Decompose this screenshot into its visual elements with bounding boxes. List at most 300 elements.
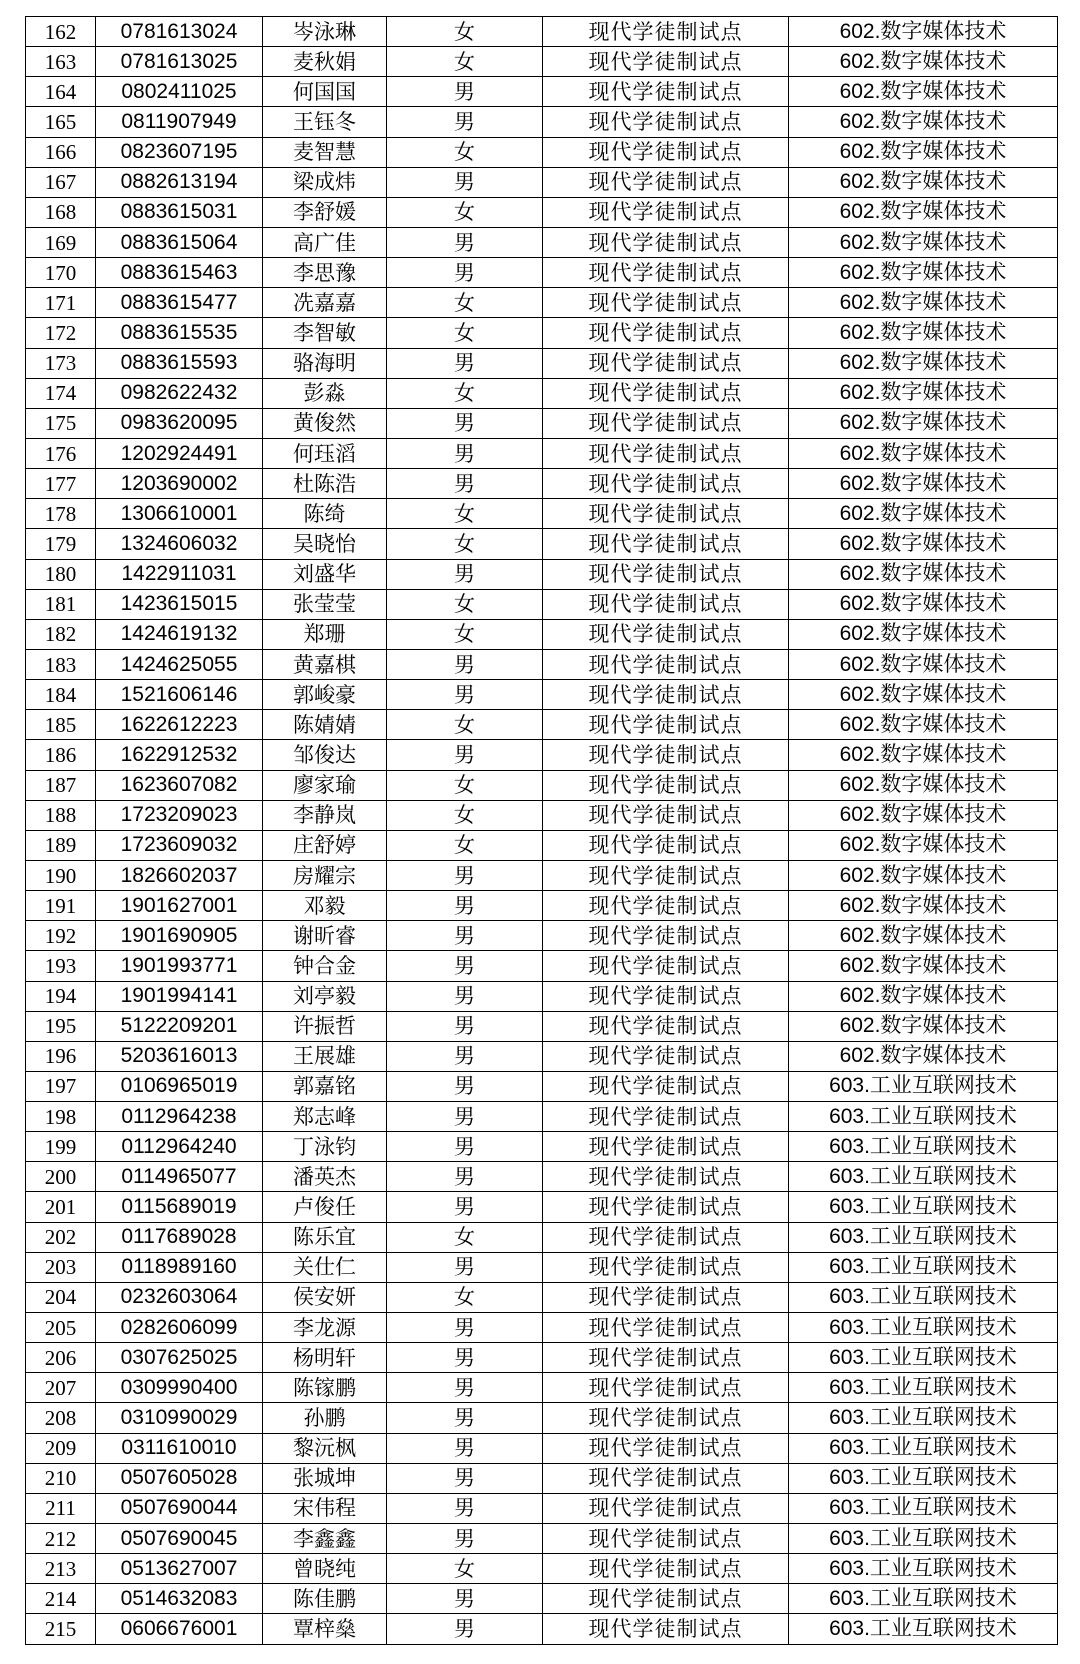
student-name-cell: 覃梓燊	[263, 1614, 387, 1644]
enrollment-type-cell: 现代学徒制试点	[543, 1403, 789, 1433]
student-name-cell: 郭峻豪	[263, 680, 387, 710]
major-cell: 602.数字媒体技术	[789, 469, 1058, 499]
table-row	[26, 1343, 1058, 1373]
gender-cell: 男	[387, 408, 543, 438]
major-cell: 603.工业互联网技术	[789, 1493, 1058, 1523]
student-id-cell: 0112964240	[96, 1132, 263, 1162]
student-id-cell: 5122209201	[96, 1011, 263, 1041]
student-name-cell: 陈绮	[263, 499, 387, 529]
table-row	[26, 469, 1058, 499]
row-number-cell: 175	[26, 408, 96, 438]
student-id-cell: 0117689028	[96, 1222, 263, 1252]
student-name-cell: 何珏滔	[263, 438, 387, 468]
student-name-cell: 张城坤	[263, 1463, 387, 1493]
student-name-cell: 黄俊然	[263, 408, 387, 438]
enrollment-type-cell: 现代学徒制试点	[543, 378, 789, 408]
table-row	[26, 740, 1058, 770]
enrollment-type-cell: 现代学徒制试点	[543, 77, 789, 107]
enrollment-type-cell: 现代学徒制试点	[543, 1041, 789, 1071]
major-cell: 602.数字媒体技术	[789, 438, 1058, 468]
enrollment-type-cell: 现代学徒制试点	[543, 1162, 789, 1192]
student-id-cell: 0883615463	[96, 258, 263, 288]
gender-cell: 男	[387, 740, 543, 770]
row-number-cell: 179	[26, 529, 96, 559]
gender-cell: 男	[387, 1493, 543, 1523]
student-name-cell: 梁成炜	[263, 167, 387, 197]
gender-cell: 男	[387, 1132, 543, 1162]
gender-cell: 男	[387, 951, 543, 981]
student-id-cell: 0232603064	[96, 1282, 263, 1312]
gender-cell: 男	[387, 1463, 543, 1493]
table-row	[26, 1192, 1058, 1222]
row-number-cell: 188	[26, 800, 96, 830]
student-name-cell: 郑珊	[263, 619, 387, 649]
enrollment-type-cell: 现代学徒制试点	[543, 559, 789, 589]
enrollment-type-cell: 现代学徒制试点	[543, 1554, 789, 1584]
row-number-cell: 172	[26, 318, 96, 348]
major-cell: 602.数字媒体技术	[789, 710, 1058, 740]
row-number-cell: 184	[26, 680, 96, 710]
student-name-cell: 李龙源	[263, 1313, 387, 1343]
student-name-cell: 庄舒婷	[263, 830, 387, 860]
row-number-cell: 165	[26, 107, 96, 137]
table-row	[26, 529, 1058, 559]
major-cell: 602.数字媒体技术	[789, 891, 1058, 921]
enrollment-type-cell: 现代学徒制试点	[543, 619, 789, 649]
gender-cell: 女	[387, 529, 543, 559]
gender-cell: 男	[387, 921, 543, 951]
major-cell: 603.工业互联网技术	[789, 1614, 1058, 1644]
enrollment-type-cell: 现代学徒制试点	[543, 438, 789, 468]
enrollment-type-cell: 现代学徒制试点	[543, 830, 789, 860]
row-number-cell: 183	[26, 649, 96, 679]
enrollment-type-cell: 现代学徒制试点	[543, 1102, 789, 1132]
row-number-cell: 167	[26, 167, 96, 197]
row-number-cell: 192	[26, 921, 96, 951]
major-cell: 602.数字媒体技术	[789, 1011, 1058, 1041]
student-id-cell: 0507690045	[96, 1524, 263, 1554]
row-number-cell: 195	[26, 1011, 96, 1041]
student-id-cell: 1424619132	[96, 619, 263, 649]
enrollment-type-cell: 现代学徒制试点	[543, 1071, 789, 1101]
major-cell: 603.工业互联网技术	[789, 1463, 1058, 1493]
student-id-cell: 0282606099	[96, 1313, 263, 1343]
row-number-cell: 197	[26, 1071, 96, 1101]
student-id-cell: 0307625025	[96, 1343, 263, 1373]
gender-cell: 女	[387, 1222, 543, 1252]
student-name-cell: 骆海明	[263, 348, 387, 378]
table-row	[26, 378, 1058, 408]
student-name-cell: 侯安妍	[263, 1282, 387, 1312]
student-id-cell: 0883615031	[96, 197, 263, 227]
student-name-cell: 陈镓鹏	[263, 1373, 387, 1403]
gender-cell: 男	[387, 1614, 543, 1644]
table-row	[26, 1222, 1058, 1252]
table-row	[26, 800, 1058, 830]
student-id-cell: 1723609032	[96, 830, 263, 860]
student-name-cell: 曾晓纯	[263, 1554, 387, 1584]
table-row	[26, 167, 1058, 197]
major-cell: 602.数字媒体技术	[789, 258, 1058, 288]
enrollment-type-cell: 现代学徒制试点	[543, 107, 789, 137]
table-row	[26, 77, 1058, 107]
student-name-cell: 陈婧婧	[263, 710, 387, 740]
major-cell: 603.工业互联网技术	[789, 1282, 1058, 1312]
student-id-cell: 0606676001	[96, 1614, 263, 1644]
table-row	[26, 1252, 1058, 1282]
enrollment-type-cell: 现代学徒制试点	[543, 1313, 789, 1343]
student-id-cell: 1521606146	[96, 680, 263, 710]
major-cell: 602.数字媒体技术	[789, 830, 1058, 860]
enrollment-type-cell: 现代学徒制试点	[543, 167, 789, 197]
table-row	[26, 197, 1058, 227]
major-cell: 603.工业互联网技术	[789, 1252, 1058, 1282]
gender-cell: 男	[387, 649, 543, 679]
student-name-cell: 杨明轩	[263, 1343, 387, 1373]
enrollment-type-cell: 现代学徒制试点	[543, 1433, 789, 1463]
major-cell: 602.数字媒体技术	[789, 137, 1058, 167]
table-row	[26, 830, 1058, 860]
student-id-cell: 5203616013	[96, 1041, 263, 1071]
gender-cell: 女	[387, 288, 543, 318]
enrollment-type-cell: 现代学徒制试点	[543, 921, 789, 951]
student-id-cell: 0118989160	[96, 1252, 263, 1282]
student-name-cell: 陈乐宜	[263, 1222, 387, 1252]
table-row	[26, 710, 1058, 740]
major-cell: 602.数字媒体技术	[789, 649, 1058, 679]
major-cell: 603.工业互联网技术	[789, 1343, 1058, 1373]
student-id-cell: 1306610001	[96, 499, 263, 529]
major-cell: 602.数字媒体技术	[789, 288, 1058, 318]
student-name-cell: 黄嘉棋	[263, 649, 387, 679]
table-row	[26, 137, 1058, 167]
enrollment-type-cell: 现代学徒制试点	[543, 1011, 789, 1041]
student-name-cell: 谢昕睿	[263, 921, 387, 951]
student-name-cell: 李舒媛	[263, 197, 387, 227]
major-cell: 603.工业互联网技术	[789, 1373, 1058, 1403]
table-row	[26, 1162, 1058, 1192]
enrollment-type-cell: 现代学徒制试点	[543, 1132, 789, 1162]
major-cell: 602.数字媒体技术	[789, 770, 1058, 800]
student-id-cell: 0802411025	[96, 77, 263, 107]
student-id-cell: 0507605028	[96, 1463, 263, 1493]
enrollment-type-cell: 现代学徒制试点	[543, 710, 789, 740]
student-name-cell: 高广佳	[263, 227, 387, 257]
enrollment-type-cell: 现代学徒制试点	[543, 258, 789, 288]
gender-cell: 男	[387, 1343, 543, 1373]
student-id-cell: 1324606032	[96, 529, 263, 559]
major-cell: 603.工业互联网技术	[789, 1524, 1058, 1554]
major-cell: 602.数字媒体技术	[789, 47, 1058, 77]
gender-cell: 男	[387, 1071, 543, 1101]
enrollment-type-cell: 现代学徒制试点	[543, 1584, 789, 1614]
enrollment-type-cell: 现代学徒制试点	[543, 47, 789, 77]
enrollment-type-cell: 现代学徒制试点	[543, 951, 789, 981]
enrollment-type-cell: 现代学徒制试点	[543, 1614, 789, 1644]
student-id-cell: 1422911031	[96, 559, 263, 589]
gender-cell: 女	[387, 800, 543, 830]
row-number-cell: 207	[26, 1373, 96, 1403]
gender-cell: 女	[387, 137, 543, 167]
gender-cell: 女	[387, 1554, 543, 1584]
gender-cell: 男	[387, 1011, 543, 1041]
student-name-cell: 郑志峰	[263, 1102, 387, 1132]
table-row	[26, 559, 1058, 589]
row-number-cell: 203	[26, 1252, 96, 1282]
major-cell: 602.数字媒体技术	[789, 107, 1058, 137]
student-name-cell: 丁泳钧	[263, 1132, 387, 1162]
enrollment-type-cell: 现代学徒制试点	[543, 197, 789, 227]
student-id-cell: 1901627001	[96, 891, 263, 921]
gender-cell: 男	[387, 1162, 543, 1192]
enrollment-type-cell: 现代学徒制试点	[543, 770, 789, 800]
student-id-cell: 0507690044	[96, 1493, 263, 1523]
gender-cell: 女	[387, 589, 543, 619]
student-id-cell: 0882613194	[96, 167, 263, 197]
major-cell: 603.工业互联网技术	[789, 1192, 1058, 1222]
major-cell: 602.数字媒体技术	[789, 348, 1058, 378]
table-row	[26, 348, 1058, 378]
major-cell: 602.数字媒体技术	[789, 740, 1058, 770]
major-cell: 602.数字媒体技术	[789, 559, 1058, 589]
row-number-cell: 196	[26, 1041, 96, 1071]
student-name-cell: 卢俊任	[263, 1192, 387, 1222]
enrollment-type-cell: 现代学徒制试点	[543, 499, 789, 529]
enrollment-type-cell: 现代学徒制试点	[543, 469, 789, 499]
gender-cell: 男	[387, 559, 543, 589]
student-name-cell: 王钰冬	[263, 107, 387, 137]
enrollment-type-cell: 现代学徒制试点	[543, 649, 789, 679]
table-row	[26, 288, 1058, 318]
enrollment-type-cell: 现代学徒制试点	[543, 1282, 789, 1312]
table-row	[26, 981, 1058, 1011]
row-number-cell: 180	[26, 559, 96, 589]
table-body	[26, 17, 1058, 1645]
gender-cell: 男	[387, 1102, 543, 1132]
row-number-cell: 189	[26, 830, 96, 860]
student-name-cell: 黎沅枫	[263, 1433, 387, 1463]
student-id-cell: 0883615593	[96, 348, 263, 378]
gender-cell: 女	[387, 318, 543, 348]
row-number-cell: 204	[26, 1282, 96, 1312]
row-number-cell: 170	[26, 258, 96, 288]
major-cell: 603.工业互联网技术	[789, 1433, 1058, 1463]
major-cell: 602.数字媒体技术	[789, 619, 1058, 649]
student-id-cell: 0115689019	[96, 1192, 263, 1222]
student-name-cell: 邓毅	[263, 891, 387, 921]
enrollment-type-cell: 现代学徒制试点	[543, 408, 789, 438]
student-name-cell: 关仕仁	[263, 1252, 387, 1282]
gender-cell: 男	[387, 167, 543, 197]
table-row	[26, 1102, 1058, 1132]
table-row	[26, 1041, 1058, 1071]
student-id-cell: 0883615477	[96, 288, 263, 318]
major-cell: 603.工业互联网技术	[789, 1554, 1058, 1584]
table-row	[26, 1011, 1058, 1041]
major-cell: 602.数字媒体技术	[789, 167, 1058, 197]
student-id-cell: 1901690905	[96, 921, 263, 951]
gender-cell: 女	[387, 47, 543, 77]
student-id-cell: 1623607082	[96, 770, 263, 800]
major-cell: 602.数字媒体技术	[789, 197, 1058, 227]
gender-cell: 男	[387, 348, 543, 378]
table-row	[26, 1493, 1058, 1523]
row-number-cell: 191	[26, 891, 96, 921]
major-cell: 602.数字媒体技术	[789, 860, 1058, 890]
student-name-cell: 孙鹏	[263, 1403, 387, 1433]
major-cell: 602.数字媒体技术	[789, 981, 1058, 1011]
gender-cell: 女	[387, 17, 543, 47]
major-cell: 602.数字媒体技术	[789, 800, 1058, 830]
gender-cell: 男	[387, 1192, 543, 1222]
student-id-cell: 1423615015	[96, 589, 263, 619]
major-cell: 602.数字媒体技术	[789, 17, 1058, 47]
major-cell: 602.数字媒体技术	[789, 921, 1058, 951]
enrollment-type-cell: 现代学徒制试点	[543, 981, 789, 1011]
student-name-cell: 潘英杰	[263, 1162, 387, 1192]
student-name-cell: 李鑫鑫	[263, 1524, 387, 1554]
student-name-cell: 陈佳鹏	[263, 1584, 387, 1614]
enrollment-type-cell: 现代学徒制试点	[543, 1493, 789, 1523]
gender-cell: 男	[387, 1313, 543, 1343]
row-number-cell: 169	[26, 227, 96, 257]
enrollment-type-cell: 现代学徒制试点	[543, 318, 789, 348]
table-row	[26, 891, 1058, 921]
major-cell: 603.工业互联网技术	[789, 1313, 1058, 1343]
row-number-cell: 215	[26, 1614, 96, 1644]
table-row	[26, 1313, 1058, 1343]
major-cell: 602.数字媒体技术	[789, 1041, 1058, 1071]
gender-cell: 女	[387, 197, 543, 227]
row-number-cell: 174	[26, 378, 96, 408]
table-row	[26, 951, 1058, 981]
major-cell: 602.数字媒体技术	[789, 589, 1058, 619]
enrollment-type-cell: 现代学徒制试点	[543, 1222, 789, 1252]
row-number-cell: 198	[26, 1102, 96, 1132]
table-row	[26, 770, 1058, 800]
table-row	[26, 17, 1058, 47]
enrollment-type-cell: 现代学徒制试点	[543, 348, 789, 378]
gender-cell: 女	[387, 770, 543, 800]
row-number-cell: 194	[26, 981, 96, 1011]
major-cell: 602.数字媒体技术	[789, 499, 1058, 529]
student-name-cell: 邹俊达	[263, 740, 387, 770]
student-name-cell: 刘亭毅	[263, 981, 387, 1011]
major-cell: 602.数字媒体技术	[789, 529, 1058, 559]
student-name-cell: 许振哲	[263, 1011, 387, 1041]
table-row	[26, 1554, 1058, 1584]
table-row	[26, 1282, 1058, 1312]
gender-cell: 男	[387, 227, 543, 257]
student-name-cell: 房耀宗	[263, 860, 387, 890]
student-name-cell: 刘盛华	[263, 559, 387, 589]
row-number-cell: 208	[26, 1403, 96, 1433]
gender-cell: 女	[387, 830, 543, 860]
student-id-cell: 0781613025	[96, 47, 263, 77]
table-row	[26, 1614, 1058, 1644]
table-row	[26, 649, 1058, 679]
student-name-cell: 李思豫	[263, 258, 387, 288]
table-row	[26, 589, 1058, 619]
student-name-cell: 岑泳琳	[263, 17, 387, 47]
row-number-cell: 206	[26, 1343, 96, 1373]
student-name-cell: 吴晓怡	[263, 529, 387, 559]
gender-cell: 男	[387, 1373, 543, 1403]
enrollment-type-cell: 现代学徒制试点	[543, 589, 789, 619]
student-name-cell: 王展雄	[263, 1041, 387, 1071]
gender-cell: 男	[387, 438, 543, 468]
table-row	[26, 47, 1058, 77]
enrollment-type-cell: 现代学徒制试点	[543, 680, 789, 710]
student-name-cell: 冼嘉嘉	[263, 288, 387, 318]
student-id-cell: 1826602037	[96, 860, 263, 890]
gender-cell: 女	[387, 1282, 543, 1312]
major-cell: 602.数字媒体技术	[789, 318, 1058, 348]
gender-cell: 男	[387, 1524, 543, 1554]
major-cell: 603.工业互联网技术	[789, 1403, 1058, 1433]
table-row	[26, 107, 1058, 137]
gender-cell: 男	[387, 1041, 543, 1071]
enrollment-type-cell: 现代学徒制试点	[543, 860, 789, 890]
student-id-cell: 1424625055	[96, 649, 263, 679]
row-number-cell: 193	[26, 951, 96, 981]
student-name-cell: 麦智慧	[263, 137, 387, 167]
table-row	[26, 1524, 1058, 1554]
table-row	[26, 1132, 1058, 1162]
enrollment-type-cell: 现代学徒制试点	[543, 288, 789, 318]
student-list-table	[25, 16, 1058, 1645]
major-cell: 602.数字媒体技术	[789, 77, 1058, 107]
row-number-cell: 212	[26, 1524, 96, 1554]
major-cell: 603.工业互联网技术	[789, 1071, 1058, 1101]
table-row	[26, 258, 1058, 288]
student-name-cell: 李智敏	[263, 318, 387, 348]
row-number-cell: 182	[26, 619, 96, 649]
enrollment-type-cell: 现代学徒制试点	[543, 529, 789, 559]
student-id-cell: 0514632083	[96, 1584, 263, 1614]
row-number-cell: 190	[26, 860, 96, 890]
gender-cell: 女	[387, 378, 543, 408]
row-number-cell: 178	[26, 499, 96, 529]
enrollment-type-cell: 现代学徒制试点	[543, 1252, 789, 1282]
gender-cell: 男	[387, 1403, 543, 1433]
enrollment-type-cell: 现代学徒制试点	[543, 137, 789, 167]
student-id-cell: 1901993771	[96, 951, 263, 981]
row-number-cell: 210	[26, 1463, 96, 1493]
table-row	[26, 318, 1058, 348]
enrollment-type-cell: 现代学徒制试点	[543, 891, 789, 921]
enrollment-type-cell: 现代学徒制试点	[543, 1373, 789, 1403]
major-cell: 602.数字媒体技术	[789, 227, 1058, 257]
gender-cell: 男	[387, 1584, 543, 1614]
student-id-cell: 0112964238	[96, 1102, 263, 1132]
major-cell: 603.工业互联网技术	[789, 1222, 1058, 1252]
row-number-cell: 202	[26, 1222, 96, 1252]
row-number-cell: 171	[26, 288, 96, 318]
major-cell: 603.工业互联网技术	[789, 1162, 1058, 1192]
row-number-cell: 199	[26, 1132, 96, 1162]
student-id-cell: 1622912532	[96, 740, 263, 770]
row-number-cell: 162	[26, 17, 96, 47]
row-number-cell: 177	[26, 469, 96, 499]
student-id-cell: 0309990400	[96, 1373, 263, 1403]
table-row	[26, 860, 1058, 890]
student-name-cell: 何国国	[263, 77, 387, 107]
student-name-cell: 廖家瑜	[263, 770, 387, 800]
table-row	[26, 438, 1058, 468]
student-id-cell: 0983620095	[96, 408, 263, 438]
table-row	[26, 1584, 1058, 1614]
